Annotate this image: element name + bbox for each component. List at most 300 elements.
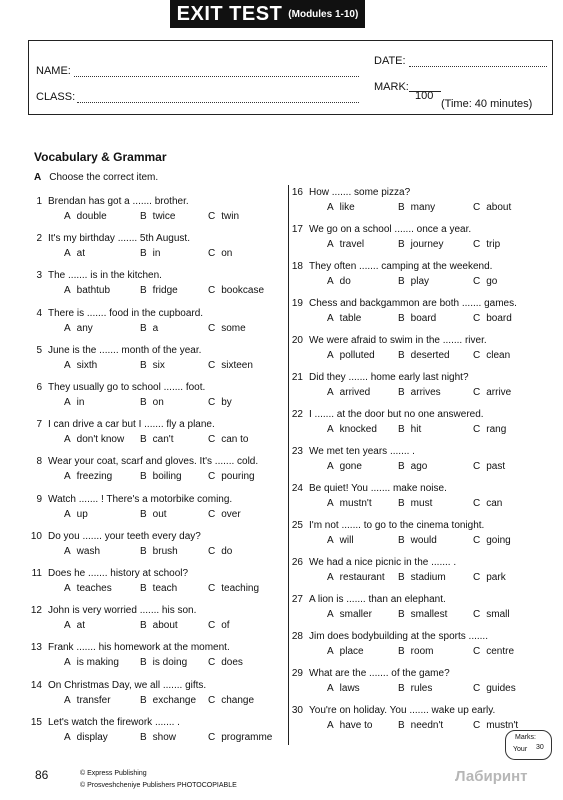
option-a[interactable] bbox=[64, 248, 85, 259]
option-letter: C bbox=[208, 211, 216, 222]
option-a[interactable] bbox=[327, 609, 372, 620]
option-letter: A bbox=[327, 239, 334, 250]
option-c[interactable] bbox=[208, 546, 232, 557]
option-b[interactable] bbox=[398, 646, 433, 657]
option-text: stadium bbox=[410, 572, 446, 583]
option-text: hit bbox=[410, 424, 422, 435]
option-text: freezing bbox=[76, 471, 113, 482]
option-b[interactable] bbox=[140, 248, 160, 259]
option-letter: A bbox=[64, 583, 71, 594]
option-a[interactable] bbox=[327, 720, 372, 731]
name-field[interactable] bbox=[74, 76, 359, 77]
option-b[interactable] bbox=[398, 683, 432, 694]
option-letter: B bbox=[398, 313, 405, 324]
option-b[interactable] bbox=[398, 609, 447, 620]
option-a[interactable] bbox=[64, 211, 107, 222]
question-17 bbox=[283, 224, 471, 235]
option-letter: B bbox=[398, 609, 405, 620]
question-number: 19 bbox=[291, 298, 303, 309]
option-c[interactable] bbox=[208, 657, 243, 668]
question-10 bbox=[22, 531, 201, 542]
option-text: needn't bbox=[410, 720, 444, 731]
option-letter: B bbox=[140, 248, 147, 259]
option-text: is doing bbox=[152, 657, 188, 668]
question-number: 29 bbox=[291, 668, 303, 679]
option-text: room bbox=[410, 646, 434, 657]
option-b[interactable] bbox=[398, 535, 437, 546]
question-25 bbox=[283, 520, 484, 531]
option-text: journey bbox=[410, 239, 444, 250]
option-letter: B bbox=[398, 646, 405, 657]
option-text: gone bbox=[339, 461, 362, 472]
option-letter: C bbox=[473, 720, 481, 731]
option-c[interactable] bbox=[473, 609, 510, 620]
marks-your: Your bbox=[513, 746, 528, 753]
question-text: Do you ....... your teeth every day? bbox=[48, 531, 201, 542]
option-letter: C bbox=[473, 646, 481, 657]
option-letter: B bbox=[398, 498, 405, 509]
question-text: Jim does bodybuilding at the sports ....... bbox=[309, 631, 488, 642]
option-text: clean bbox=[486, 350, 511, 361]
option-letter: A bbox=[64, 397, 71, 408]
question-number: 30 bbox=[291, 705, 303, 716]
option-b[interactable] bbox=[398, 350, 450, 361]
option-a[interactable] bbox=[64, 657, 119, 668]
question-text: The ....... is in the kitchen. bbox=[48, 270, 162, 281]
option-b[interactable] bbox=[140, 471, 182, 482]
option-letter: B bbox=[398, 239, 405, 250]
option-text: laws bbox=[339, 683, 360, 694]
option-b[interactable] bbox=[398, 720, 443, 731]
option-b[interactable] bbox=[398, 498, 432, 509]
option-text: teaches bbox=[76, 583, 112, 594]
question-3 bbox=[22, 270, 162, 281]
option-b[interactable] bbox=[140, 732, 176, 743]
option-letter: C bbox=[208, 695, 216, 706]
option-a[interactable] bbox=[64, 323, 93, 334]
option-b[interactable] bbox=[140, 583, 177, 594]
question-number: 12 bbox=[30, 605, 42, 616]
option-a[interactable] bbox=[64, 620, 85, 631]
question-number: 3 bbox=[36, 270, 42, 281]
option-text: board bbox=[410, 313, 437, 324]
option-c[interactable] bbox=[473, 683, 516, 694]
option-b[interactable] bbox=[398, 239, 443, 250]
option-a[interactable] bbox=[327, 202, 355, 213]
question-number: 18 bbox=[291, 261, 303, 272]
question-text: Frank ....... his homework at the moment. bbox=[48, 642, 230, 653]
option-text: about bbox=[486, 202, 512, 213]
question-text: On Christmas Day, we all ....... gifts. bbox=[48, 680, 207, 691]
option-letter: C bbox=[473, 202, 481, 213]
option-letter: A bbox=[327, 387, 334, 398]
option-text: arrived bbox=[339, 387, 371, 398]
option-text: over bbox=[221, 509, 241, 520]
question-number: 4 bbox=[36, 308, 42, 319]
option-text: like bbox=[339, 202, 355, 213]
option-text: transfer bbox=[76, 695, 111, 706]
question-number: 17 bbox=[291, 224, 303, 235]
option-text: travel bbox=[339, 239, 365, 250]
option-text: smallest bbox=[410, 609, 448, 620]
option-letter: B bbox=[140, 397, 147, 408]
option-c[interactable] bbox=[473, 646, 514, 657]
option-letter: A bbox=[64, 657, 71, 668]
option-letter: B bbox=[140, 509, 147, 520]
question-text: We were afraid to swim in the ....... river. bbox=[309, 335, 487, 346]
option-letter: C bbox=[473, 535, 481, 546]
option-c[interactable] bbox=[208, 285, 264, 296]
option-letter: B bbox=[140, 285, 147, 296]
option-b[interactable] bbox=[140, 285, 178, 296]
option-letter: B bbox=[398, 387, 405, 398]
question-number: 21 bbox=[291, 372, 303, 383]
option-c[interactable] bbox=[208, 360, 253, 371]
option-text: is making bbox=[76, 657, 119, 668]
option-text: mustn't bbox=[486, 720, 519, 731]
option-text: pouring bbox=[221, 471, 255, 482]
option-letter: A bbox=[327, 498, 334, 509]
option-text: some bbox=[221, 323, 246, 334]
option-c[interactable] bbox=[473, 276, 497, 287]
option-text: on bbox=[221, 248, 233, 259]
option-text: teach bbox=[152, 583, 178, 594]
option-text: show bbox=[152, 732, 177, 743]
question-9 bbox=[22, 494, 232, 505]
option-text: change bbox=[221, 695, 255, 706]
question-text: We met ten years ....... . bbox=[309, 446, 415, 457]
option-letter: C bbox=[208, 360, 216, 371]
question-7 bbox=[22, 419, 215, 430]
option-letter: A bbox=[327, 646, 334, 657]
option-a[interactable] bbox=[64, 360, 97, 371]
option-a[interactable] bbox=[327, 387, 370, 398]
option-letter: B bbox=[140, 471, 147, 482]
option-b[interactable] bbox=[140, 323, 158, 334]
option-a[interactable] bbox=[64, 471, 112, 482]
option-letter: C bbox=[473, 313, 481, 324]
option-text: at bbox=[76, 620, 86, 631]
option-a[interactable] bbox=[64, 695, 111, 706]
option-a[interactable] bbox=[64, 434, 124, 445]
section-title: Vocabulary & Grammar bbox=[34, 150, 167, 164]
option-letter: B bbox=[140, 620, 147, 631]
option-text: guides bbox=[486, 683, 516, 694]
question-28 bbox=[283, 631, 488, 642]
option-a[interactable] bbox=[64, 397, 84, 408]
question-number: 27 bbox=[291, 594, 303, 605]
question-19 bbox=[283, 298, 517, 309]
option-text: bookcase bbox=[221, 285, 265, 296]
option-letter: C bbox=[473, 387, 481, 398]
option-letter: A bbox=[64, 360, 71, 371]
option-c[interactable] bbox=[473, 350, 510, 361]
question-23 bbox=[283, 446, 415, 457]
option-c[interactable] bbox=[473, 535, 511, 546]
option-b[interactable] bbox=[398, 276, 429, 287]
option-c[interactable] bbox=[473, 424, 506, 435]
question-number: 6 bbox=[36, 382, 42, 393]
option-b[interactable] bbox=[398, 202, 435, 213]
option-c[interactable] bbox=[208, 248, 232, 259]
question-text: They often ....... camping at the weekend. bbox=[309, 261, 493, 272]
copyright-line-1: © Express Publishing bbox=[80, 770, 147, 777]
question-number: 23 bbox=[291, 446, 303, 457]
option-a[interactable] bbox=[327, 646, 364, 657]
question-text: Chess and backgammon are both ....... games. bbox=[309, 298, 517, 309]
option-letter: B bbox=[398, 683, 405, 694]
option-a[interactable] bbox=[327, 535, 354, 546]
option-c[interactable] bbox=[208, 323, 246, 334]
option-letter: C bbox=[473, 424, 481, 435]
option-text: any bbox=[76, 323, 93, 334]
option-text: do bbox=[221, 546, 233, 557]
option-letter: C bbox=[473, 276, 481, 287]
date-label: DATE: bbox=[374, 55, 406, 67]
option-a[interactable] bbox=[64, 583, 112, 594]
option-c[interactable] bbox=[473, 498, 502, 509]
question-text: Watch ....... ! There's a motorbike coming. bbox=[48, 494, 233, 505]
class-field[interactable] bbox=[77, 102, 359, 103]
option-text: can bbox=[486, 498, 503, 509]
option-a[interactable] bbox=[327, 683, 360, 694]
option-text: sixth bbox=[76, 360, 98, 371]
option-b[interactable] bbox=[398, 313, 436, 324]
option-letter: B bbox=[398, 572, 405, 583]
copyright-line-2: © Prosveshcheniye Publishers PHOTOCOPIABLE bbox=[80, 782, 237, 789]
mark-total: 100 bbox=[415, 90, 434, 102]
option-letter: C bbox=[208, 657, 216, 668]
option-text: display bbox=[76, 732, 108, 743]
mark-label: MARK: bbox=[374, 81, 409, 93]
option-b[interactable] bbox=[140, 620, 178, 631]
option-letter: A bbox=[327, 609, 334, 620]
option-b[interactable] bbox=[140, 211, 175, 222]
option-a[interactable] bbox=[327, 461, 362, 472]
option-b[interactable] bbox=[140, 360, 165, 371]
option-text: double bbox=[76, 211, 107, 222]
option-text: programme bbox=[221, 732, 273, 743]
time-note: (Time: 40 minutes) bbox=[441, 98, 533, 110]
option-c[interactable] bbox=[473, 313, 512, 324]
question-number: 8 bbox=[36, 456, 42, 467]
option-b[interactable] bbox=[140, 657, 187, 668]
question-14 bbox=[22, 680, 206, 691]
question-22 bbox=[283, 409, 484, 420]
option-text: go bbox=[486, 276, 498, 287]
option-text: of bbox=[221, 620, 230, 631]
question-18 bbox=[283, 261, 492, 272]
option-letter: A bbox=[64, 434, 71, 445]
question-text: Be quiet! You ....... make noise. bbox=[309, 483, 447, 494]
option-a[interactable] bbox=[327, 239, 364, 250]
question-2 bbox=[22, 233, 190, 244]
question-number: 10 bbox=[30, 531, 42, 542]
option-a[interactable] bbox=[64, 732, 108, 743]
question-text: They usually go to school ....... foot. bbox=[48, 382, 206, 393]
question-text: How ....... some pizza? bbox=[309, 187, 411, 198]
question-text: Let's watch the firework ....... . bbox=[48, 717, 180, 728]
option-b[interactable] bbox=[398, 387, 441, 398]
option-letter: A bbox=[64, 695, 71, 706]
option-b[interactable] bbox=[140, 434, 173, 445]
question-text: Brendan has got a ....... brother. bbox=[48, 196, 189, 207]
option-b[interactable] bbox=[140, 546, 178, 557]
question-8 bbox=[22, 456, 258, 467]
option-text: have to bbox=[339, 720, 373, 731]
question-number: 11 bbox=[31, 568, 42, 579]
option-letter: A bbox=[64, 211, 71, 222]
option-c[interactable] bbox=[208, 509, 241, 520]
option-text: up bbox=[76, 509, 88, 520]
option-text: park bbox=[486, 572, 506, 583]
option-c[interactable] bbox=[208, 397, 232, 408]
option-a[interactable] bbox=[327, 313, 361, 324]
question-11 bbox=[22, 568, 188, 579]
option-a[interactable] bbox=[64, 509, 88, 520]
option-b[interactable] bbox=[398, 461, 427, 472]
question-29 bbox=[283, 668, 450, 679]
option-c[interactable] bbox=[208, 620, 230, 631]
marks-total: 30 bbox=[536, 744, 544, 751]
option-letter: C bbox=[208, 248, 216, 259]
question-text: What are the ....... of the game? bbox=[309, 668, 450, 679]
option-text: will bbox=[339, 535, 354, 546]
question-1 bbox=[22, 196, 189, 207]
question-text: Wear your coat, scarf and gloves. It's ....... cold. bbox=[48, 456, 259, 467]
question-number: 13 bbox=[30, 642, 42, 653]
option-text: rules bbox=[410, 683, 433, 694]
question-15 bbox=[22, 717, 180, 728]
option-c[interactable] bbox=[473, 387, 511, 398]
option-text: a bbox=[152, 323, 159, 334]
option-text: smaller bbox=[339, 609, 372, 620]
option-letter: A bbox=[327, 572, 334, 583]
option-letter: B bbox=[398, 202, 405, 213]
option-text: on bbox=[152, 397, 164, 408]
question-26 bbox=[283, 557, 456, 568]
option-a[interactable] bbox=[327, 350, 375, 361]
option-a[interactable] bbox=[327, 276, 351, 287]
option-a[interactable] bbox=[327, 424, 377, 435]
question-number: 26 bbox=[291, 557, 303, 568]
option-text: place bbox=[339, 646, 364, 657]
option-letter: C bbox=[208, 434, 216, 445]
option-c[interactable] bbox=[473, 572, 506, 583]
option-b[interactable] bbox=[398, 572, 446, 583]
question-16 bbox=[283, 187, 410, 198]
option-a[interactable] bbox=[327, 572, 385, 583]
question-20 bbox=[283, 335, 487, 346]
question-number: 14 bbox=[30, 680, 42, 691]
option-letter: C bbox=[473, 609, 481, 620]
question-text: I'm not ....... to go to the cinema tonight. bbox=[309, 520, 485, 531]
option-b[interactable] bbox=[140, 695, 196, 706]
option-text: exchange bbox=[152, 695, 197, 706]
option-text: can to bbox=[221, 434, 249, 445]
option-text: does bbox=[221, 657, 243, 668]
option-text: many bbox=[410, 202, 436, 213]
option-a[interactable] bbox=[327, 498, 372, 509]
option-text: sixteen bbox=[221, 360, 253, 371]
option-letter: A bbox=[327, 276, 334, 287]
option-b[interactable] bbox=[140, 397, 164, 408]
date-field[interactable] bbox=[409, 66, 547, 67]
option-text: small bbox=[486, 609, 510, 620]
question-12 bbox=[22, 605, 196, 616]
test-subtitle: (Modules 1-10) bbox=[288, 8, 359, 20]
option-text: twice bbox=[152, 211, 176, 222]
option-text: six bbox=[152, 360, 165, 371]
option-letter: C bbox=[473, 461, 481, 472]
option-letter: A bbox=[327, 350, 334, 361]
option-b[interactable] bbox=[398, 424, 421, 435]
question-text: We had a nice picnic in the ....... . bbox=[309, 557, 457, 568]
option-letter: A bbox=[327, 461, 334, 472]
question-6 bbox=[22, 382, 205, 393]
option-c[interactable] bbox=[208, 732, 272, 743]
option-c[interactable] bbox=[208, 211, 239, 222]
question-5 bbox=[22, 345, 201, 356]
option-c[interactable] bbox=[208, 583, 259, 594]
option-text: rang bbox=[486, 424, 507, 435]
option-c[interactable] bbox=[208, 471, 255, 482]
option-c[interactable] bbox=[208, 434, 248, 445]
page-number: 86 bbox=[35, 768, 49, 782]
question-number: 24 bbox=[291, 483, 303, 494]
option-letter: A bbox=[64, 471, 71, 482]
option-letter: B bbox=[140, 546, 147, 557]
option-c[interactable] bbox=[473, 239, 500, 250]
question-30 bbox=[283, 705, 495, 716]
option-text: past bbox=[486, 461, 506, 472]
question-number: 20 bbox=[291, 335, 303, 346]
option-text: by bbox=[221, 397, 232, 408]
option-letter: C bbox=[208, 620, 216, 631]
option-letter: A bbox=[327, 313, 334, 324]
option-text: can't bbox=[152, 434, 174, 445]
option-c[interactable] bbox=[208, 695, 254, 706]
option-letter: A bbox=[64, 248, 71, 259]
option-letter: A bbox=[64, 732, 71, 743]
option-a[interactable] bbox=[64, 546, 100, 557]
question-text: You're on holiday. You ....... wake up early. bbox=[309, 705, 496, 716]
question-text: A lion is ....... than an elephant. bbox=[309, 594, 446, 605]
option-c[interactable] bbox=[473, 720, 518, 731]
question-number: 1 bbox=[36, 196, 42, 207]
option-text: out bbox=[152, 509, 167, 520]
option-letter: A bbox=[64, 323, 71, 334]
question-21 bbox=[283, 372, 469, 383]
option-c[interactable] bbox=[473, 461, 505, 472]
option-letter: A bbox=[327, 720, 334, 731]
option-c[interactable] bbox=[473, 202, 511, 213]
option-letter: C bbox=[473, 350, 481, 361]
question-number: 7 bbox=[36, 419, 42, 430]
option-text: would bbox=[410, 535, 437, 546]
question-text: June is the ....... month of the year. bbox=[48, 345, 202, 356]
question-24 bbox=[283, 483, 447, 494]
option-letter: A bbox=[64, 509, 71, 520]
option-text: boiling bbox=[152, 471, 182, 482]
option-letter: B bbox=[398, 350, 405, 361]
option-text: brush bbox=[152, 546, 178, 557]
option-b[interactable] bbox=[140, 509, 167, 520]
option-text: twin bbox=[221, 211, 240, 222]
option-a[interactable] bbox=[64, 285, 110, 296]
option-letter: B bbox=[398, 720, 405, 731]
instruction-text: Choose the correct item. bbox=[49, 172, 159, 183]
